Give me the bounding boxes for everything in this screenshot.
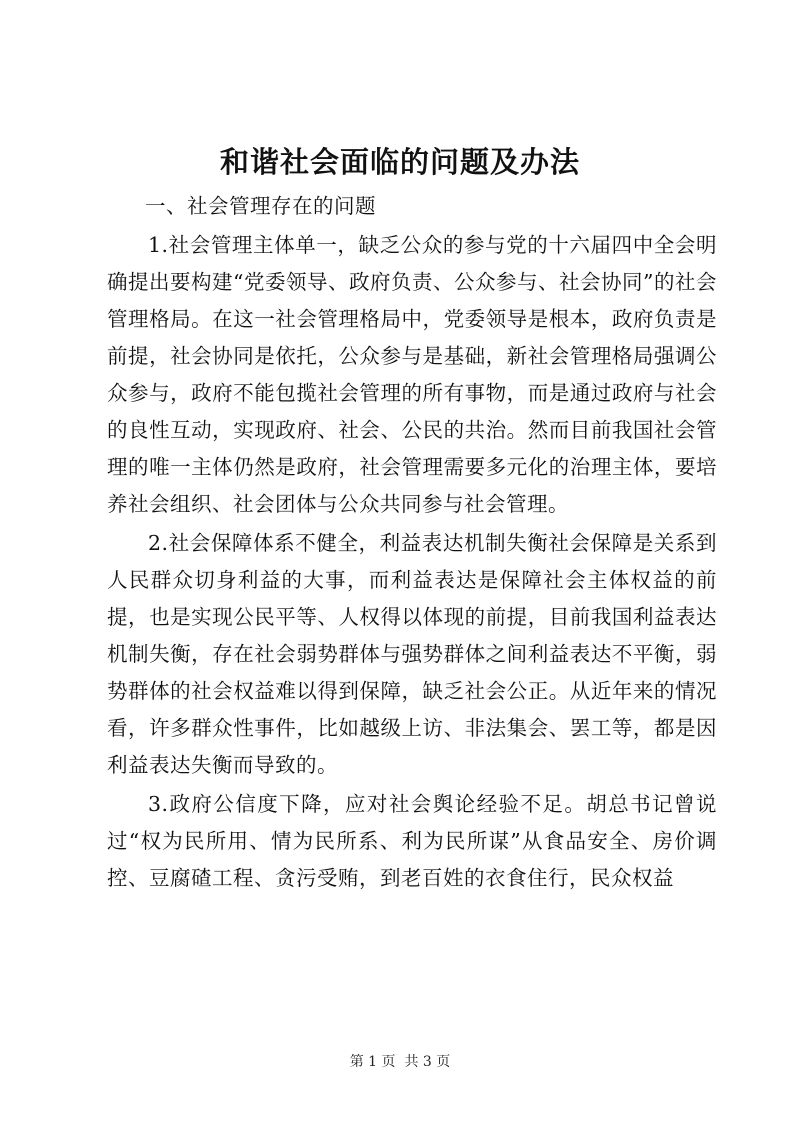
document-title: 和谐社会面临的问题及办法: [219, 145, 580, 179]
document-body: [107, 188, 717, 899]
section-heading: 一、社会管理存在的问题: [145, 194, 376, 218]
page-number-footer: 第 1 页 共 3 页: [349, 1054, 451, 1070]
paragraph-3: 3.政府公信度下降，应对社会舆论经验不足。胡总书记曾说过“权为民所用、情为民所系、利为民所谋”从食品安全、房价调控、豆腐碴工程、贪污受贿，到老百姓的衣食住行，民众权益: [107, 792, 717, 890]
paragraph-2: 2.社会保障体系不健全，利益表达机制失衡社会保障是关系到人民群众切身利益的大事，而利益表达是保障社会主体权益的前提，也是实现公民平等、人权得以体现的前提，目前我国利益表达机制失衡，存在社会弱势群体与强势群体之间利益表达不平衡，弱势群体的社会权益难以得到保障，缺乏社会公正。从近年来的情况看，许多群众性事件，比如越级上访、非法集会、罢工等，都是因利益表达失衡而导致的。: [107, 531, 717, 777]
paragraph-1: 1.社会管理主体单一，缺乏公众的参与党的十六届四中全会明确提出要构建“党委领导、政府负责、公众参与、社会协同”的社会管理格局。在这一社会管理格局中，党委领导是根本，政府负责是前提，社会协同是依托，公众参与是基础，新社会管理格局强调公众参与，政府不能包揽社会管理的所有事物，而是通过政府与社会的良性互动，实现政府、社会、公民的共治。然而目前我国社会管理的唯一主体仍然是政府，社会管理需要多元化的治理主体，要培养社会组织、社会团体与公众共同参与社会管理。: [107, 233, 717, 516]
